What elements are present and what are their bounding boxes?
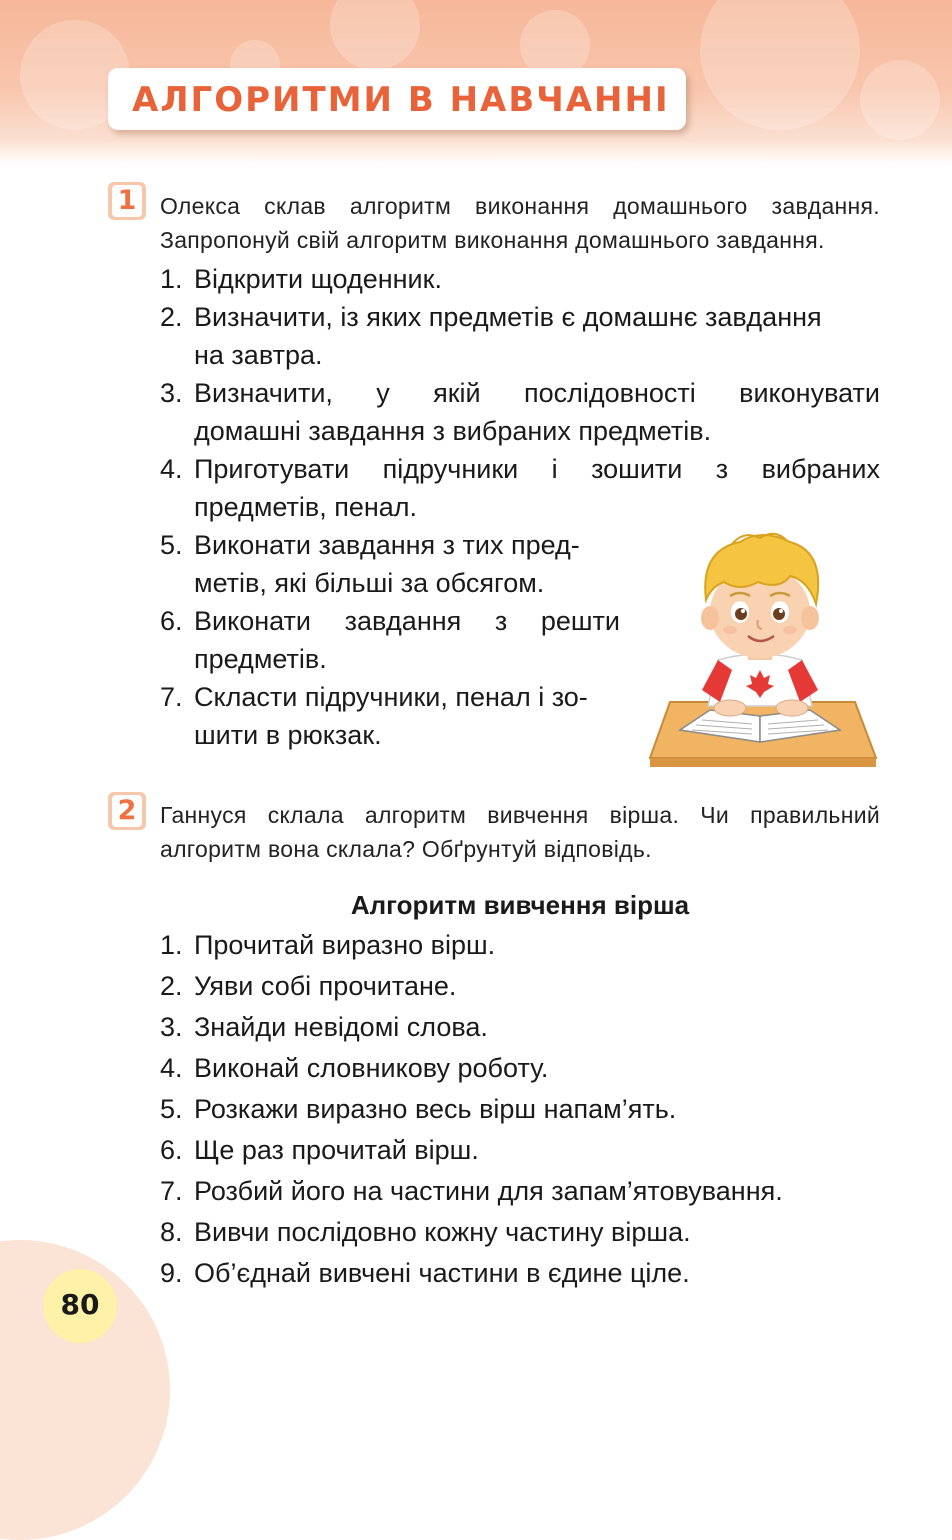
task-2-text <box>160 798 880 866</box>
task-1-line-1: Олекса склав алгоритм виконання домашнього завдання. <box>160 193 880 219</box>
step-text: Ще раз прочитай вірш. <box>194 1135 479 1165</box>
step-text: Уяви собі прочитане. <box>194 971 457 1001</box>
step-number: 5. <box>160 530 183 560</box>
list-item <box>160 925 880 966</box>
step-text: Визначити, із яких предметів є домашнє завдання <box>194 302 822 332</box>
task-2-steps <box>160 925 880 1294</box>
task-number-badge-2 <box>108 792 146 830</box>
step-number: 1. <box>160 264 183 294</box>
list-item <box>160 678 620 754</box>
boy-reading-illustration <box>640 520 880 770</box>
task-number-1: 1 <box>112 185 142 217</box>
list-item <box>160 1089 880 1130</box>
step-text: предметів. <box>194 644 327 674</box>
step-number: 3. <box>160 1012 183 1042</box>
step-text: домашні завдання з вибраних предметів. <box>194 416 712 446</box>
task-number-badge-1 <box>108 182 146 220</box>
step-number: 4. <box>160 1053 183 1083</box>
list-item <box>160 966 880 1007</box>
step-text: Виконати завдання з тих пред- <box>194 530 580 560</box>
task-1-line-2: Запропонуй свій алгоритм виконання домашнього завдання. <box>160 227 825 253</box>
step-text: Об’єднай вивчені частини в єдине ціле. <box>194 1258 690 1288</box>
task-2-line-2: алгоритм вона склала? Обґрунтуй відповідь. <box>160 836 652 862</box>
algorithm-heading: Алгоритм вивчення вірша <box>350 890 690 920</box>
step-number: 2. <box>160 971 183 1001</box>
step-text: Прочитай виразно вірш. <box>194 930 496 960</box>
title-box <box>108 68 686 130</box>
list-item <box>160 298 880 374</box>
step-number: 4. <box>160 454 183 484</box>
step-number: 7. <box>160 682 183 712</box>
list-item <box>160 1048 880 1089</box>
task-1-text <box>160 189 880 257</box>
list-item <box>160 450 880 526</box>
step-text: Вивчи послідовно кожну частину вірша. <box>194 1217 691 1247</box>
list-item <box>160 260 880 298</box>
page-number: 80 <box>60 1288 100 1321</box>
step-text: метів, які більші за обсягом. <box>194 568 545 598</box>
step-text: Знайди невідомі слова. <box>194 1012 488 1042</box>
step-number: 7. <box>160 1176 183 1206</box>
step-number: 3. <box>160 378 183 408</box>
list-item <box>160 1171 880 1212</box>
step-text: Відкрити щоденник. <box>194 264 442 294</box>
step-number: 8. <box>160 1217 183 1247</box>
list-item <box>160 1212 880 1253</box>
step-number: 5. <box>160 1094 183 1124</box>
step-text: Виконай словникову роботу. <box>194 1053 549 1083</box>
list-item <box>160 1007 880 1048</box>
step-text: на завтра. <box>194 340 323 370</box>
step-text: Визначити, у якій послідовності виконувати <box>194 378 880 408</box>
task-number-2: 2 <box>112 795 142 827</box>
page-title: АЛГОРИТМИ В НАВЧАННІ <box>132 80 670 120</box>
step-text: шити в рюкзак. <box>194 720 382 750</box>
step-text: Розбий його на частини для запам’ятовування. <box>194 1176 783 1206</box>
task-2-line-1: Ганнуся склала алгоритм вивчення вірша. Чи правильний <box>160 802 880 828</box>
list-item <box>160 602 620 678</box>
step-text: предметів, пенал. <box>194 492 418 522</box>
step-number: 2. <box>160 302 183 332</box>
step-text: Приготувати підручники і зошити з вибраних <box>194 454 880 484</box>
step-text: Скласти підручники, пенал і зо- <box>194 682 588 712</box>
list-item <box>160 526 620 602</box>
step-number: 9. <box>160 1258 183 1288</box>
step-text: Виконати завдання з решти <box>194 606 620 636</box>
step-number: 6. <box>160 1135 183 1165</box>
step-number: 1. <box>160 930 183 960</box>
step-number: 6. <box>160 606 183 636</box>
list-item <box>160 374 880 450</box>
step-text: Розкажи виразно весь вірш напам’ять. <box>194 1094 677 1124</box>
list-item <box>160 1130 880 1171</box>
list-item <box>160 1253 880 1294</box>
